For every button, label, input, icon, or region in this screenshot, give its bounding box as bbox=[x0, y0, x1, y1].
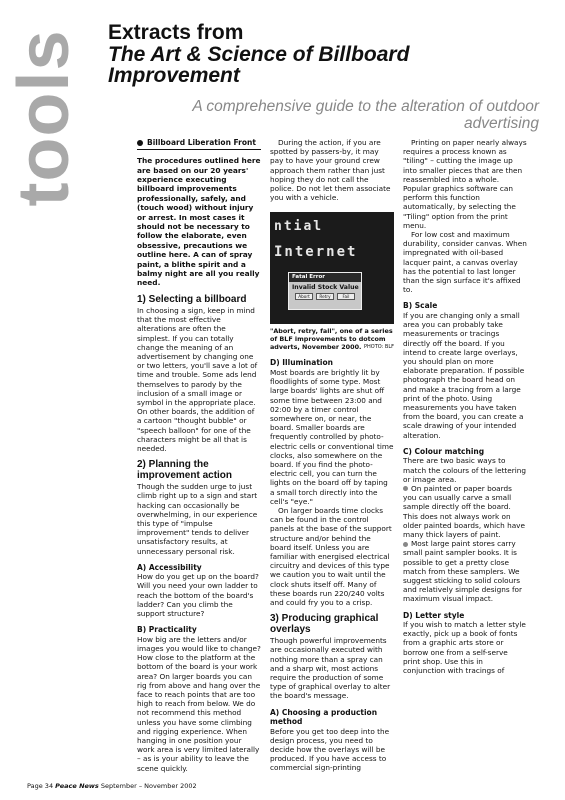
byline-text: Billboard Liberation Front bbox=[147, 138, 256, 147]
column-3 bbox=[403, 138, 527, 774]
dialog-buttons bbox=[289, 293, 361, 300]
heading-practicality: B) Practicality bbox=[137, 625, 197, 635]
body-illumination: Most boards are brightly lit by floodlights of some type. Most large boards' lights are shut off some time between 23:00 and 02:00 by a timer control somewhere on, or near, the board. Smaller boards are frequently controlled by photo-electric cells or conventional time clocks, also somewhere on the board. If you find the photo-electric cell, you can turn the lights on the board off by taping a small torch directly into the cell's "eye." bbox=[270, 367, 394, 506]
body-canvas: For low cost and maximum durability, consider canvas. When impregnated with oil-based lacquer paint, a canvas overlay has the potential to last longer than the sign surface it's affixed to. bbox=[403, 230, 527, 295]
body-illumination-2: On larger boards time clocks can be found in the control panels at the base of the support structure and/or behind the board itself. Unless you are familiar with energised electrical circuitry and devices of this type we caution you to wait until the clock shuts itself off. Many of these boards run 220/240 volts and could fry you to a crisp. bbox=[270, 505, 392, 607]
body-colour-matching: There are two basic ways to match the colours of the lettering or image area. bbox=[403, 456, 527, 484]
body-selecting-billboard: In choosing a sign, keep in mind that the most effective alterations are often the simplest. If you can totally change the meaning of an advertisement by changing one or two letters, you'll save a lot of time and trouble. Some ads lend themselves to parody by the inclusion of a small image or symbol in the appropriate place. On other boards, the addition of a cartoon "thought bubble" or "speech balloon" for one of the characters might be all that is needed. bbox=[137, 305, 258, 453]
body-letter-style: If you wish to match a letter style exactly, pick up a book of fonts from a graphic arts store or borrow one from a self-serve print shop. Use this in conjunction with tracings of bbox=[403, 620, 526, 676]
heading-colour-matching: C) Colour matching bbox=[403, 446, 485, 456]
photo-caption bbox=[270, 327, 394, 351]
fail-button: Fail bbox=[337, 293, 355, 300]
body-overlays: Though powerful improvements are occasionally executed with nothing more than a spray can and a sharp wit, most actions require the production of some type of graphical overlay to alter the board's message. bbox=[270, 636, 391, 701]
colour-item-1 bbox=[403, 484, 527, 539]
colour-item-2-text: Most large paint stores carry small paint sampler books. It is possible to get a pretty close match from these samplers. We suggest sticking to solid colours and relatively simple designs for maximum visual impact. bbox=[403, 539, 523, 604]
column-2 bbox=[270, 138, 394, 774]
heading-scale: B) Scale bbox=[403, 301, 438, 311]
page-number: Page 34 bbox=[27, 782, 54, 790]
body-practicality: How big are the letters and/or images you would like to change? How close to the platform at the bottom of the board is your work area? On larger boards you can rig from above and hang over the face to reach points that are too high to reach from below. We do not recommend this method unless you have some climbing and rigging experience. When hanging in one position your work area is very limited laterally – as is your ability to leave the scene quickly. bbox=[137, 634, 261, 773]
heading-production-method: A) Choosing a production method bbox=[270, 707, 378, 727]
body-production-method: Before you get too deep into the design process, you need to decide how the overlays will be produced. If you have access to commercial sign-printing bbox=[270, 726, 390, 773]
heading-letter-style: D) Letter style bbox=[403, 610, 465, 620]
publication-name: Peace News bbox=[55, 782, 99, 790]
caption-text: "Abort, retry, fail", one of a series of BLF improvements to dotcom adverts, November 2000. bbox=[270, 327, 393, 352]
photo-text-line1: ntial bbox=[274, 219, 324, 235]
error-dialog bbox=[288, 272, 362, 310]
header-extracts: Extracts from bbox=[108, 21, 244, 44]
issue-date: September – November 2002 bbox=[100, 782, 197, 790]
section-label-tools: tools bbox=[4, 29, 84, 207]
colour-item-2 bbox=[403, 539, 527, 603]
body-tiling: Printing on paper nearly always requires a process known as "tiling" – cutting the image up into smaller pieces that are then reassembled into a whole. Popular graphics software can perform this function automatically, by selecting the "Tiling" option from the print menu. bbox=[403, 138, 527, 230]
heading-overlays: 3) Producing graphical overlays bbox=[270, 613, 379, 636]
photo-text-line2: Internet bbox=[274, 244, 358, 261]
retry-button: Retry bbox=[316, 293, 334, 300]
body-planning: Though the sudden urge to just climb right up to a sign and start hacking can occasionally be overwhelming, in our experience this type of "impulse improvement" tends to deliver unsatisfactory results, at unnecessary personal risk. bbox=[137, 482, 258, 556]
photo-credit: PHOTO: BLF bbox=[364, 344, 394, 351]
dialog-title: Fatal Error bbox=[289, 273, 361, 282]
heading-selecting-billboard: 1) Selecting a billboard bbox=[137, 293, 247, 305]
dialog-message: Invalid Stock Value bbox=[292, 284, 359, 292]
abort-button: Abort bbox=[295, 293, 313, 300]
heading-accessibility: A) Accessibility bbox=[137, 562, 202, 572]
colour-item-1-text: On painted or paper boards you can usually carve a small sample directly off the board. This does not always work on older painted boards, which have many thick layers of paint. bbox=[403, 483, 525, 539]
page-footer bbox=[27, 782, 197, 790]
bullet-icon bbox=[403, 542, 408, 547]
body-security-cont: During the action, if you are spotted by passers-by, it may pay to have your ground crew approach them rather than just hoping they do not call the police. Do not let them associate you with a vehicle. bbox=[270, 138, 391, 203]
article-subtitle: A comprehensive guide to the alteration of outdoor advertising bbox=[192, 98, 539, 132]
heading-illumination: D) Illumination bbox=[270, 358, 333, 368]
article-title: The Art & Science of Billboard Improvement bbox=[108, 43, 410, 87]
column-1 bbox=[137, 138, 261, 774]
heading-planning: 2) Planning the improvement action bbox=[137, 459, 233, 482]
byline bbox=[137, 138, 261, 150]
billboard-photo bbox=[270, 212, 394, 324]
body-scale: If you are changing only a small area you can probably take measurements or tracings directly off the board. If you intend to create large overlays, you should plan on more elaborate preparation. If possible photograph the board head on and make a tracing from a large print of the photo. Using measurements you have taken from the board, you can create a scale drawing of your intended alteration. bbox=[403, 310, 525, 440]
body-accessibility: How do you get up on the board? Will you need your own ladder to reach the bottom of the board's ladder? Can you climb the support structure? bbox=[137, 572, 259, 619]
bullet-icon bbox=[137, 140, 143, 146]
bullet-icon bbox=[403, 486, 408, 491]
intro-paragraph: The procedures outlined here are based on our 20 years' experience executing billboard improvements professionally, safely, and (touch wood) without injury or arrest. In most cases it should not be necessary to follow the elaborate, even obsessive, precautions we outline here. A can of spray paint, a blithe spirit and a balmy night are all you really need. bbox=[137, 156, 261, 288]
